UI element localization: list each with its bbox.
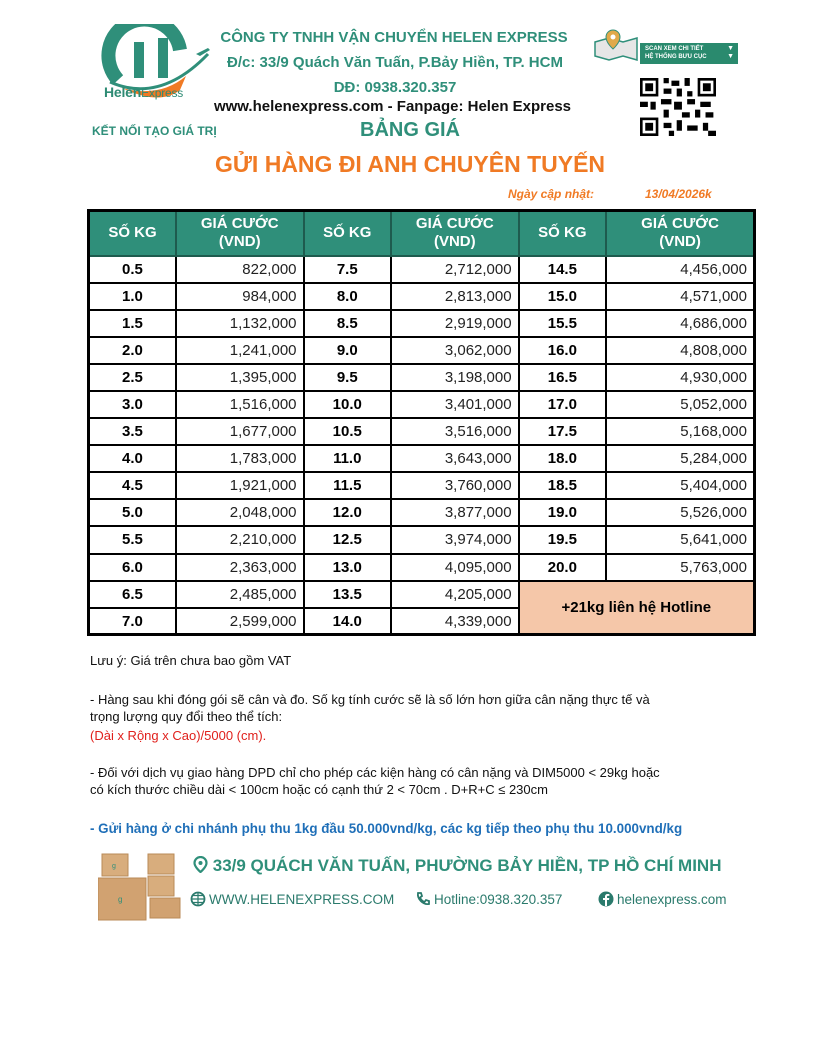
header-kg: SỐ KG [519, 211, 607, 256]
weight-cell: 19.0 [519, 499, 607, 526]
price-cell: 5,168,000 [606, 418, 754, 445]
weight-cell: 9.5 [304, 364, 392, 391]
price-cell: 1,783,000 [176, 445, 304, 472]
note-formula: (Dài x Rộng x Cao)/5000 (cm). [90, 728, 267, 743]
company-phone: DĐ: 0938.320.357 [333, 79, 457, 96]
phone-icon [415, 891, 431, 907]
price-cell: 3,760,000 [391, 472, 519, 499]
logo-text-suffix: Express [141, 86, 184, 100]
weight-cell: 12.0 [304, 499, 392, 526]
price-cell: 5,404,000 [606, 472, 754, 499]
weight-cell: 18.0 [519, 445, 607, 472]
svg-text:g: g [118, 895, 123, 904]
price-cell: 3,062,000 [391, 337, 519, 364]
update-label: Ngày cập nhật: [508, 187, 595, 201]
table-row [89, 256, 755, 283]
weight-cell: 14.0 [304, 608, 392, 635]
weight-cell: 2.5 [89, 364, 176, 391]
boxes-icon [98, 852, 184, 922]
weight-cell: 7.5 [304, 256, 392, 283]
weight-cell: 17.0 [519, 391, 607, 418]
footer-hotline-text[interactable]: Hotline:0938.320.357 [434, 891, 563, 907]
table-header-row [89, 211, 755, 256]
price-cell: 1,921,000 [176, 472, 304, 499]
note-weight-line2: trọng lượng quy đổi theo thể tích: [90, 709, 283, 724]
page-title: BẢNG GIÁ [360, 119, 460, 141]
price-cell: 1,395,000 [176, 364, 304, 391]
header-price-line2: (VND) [659, 233, 701, 251]
price-cell: 3,643,000 [391, 445, 519, 472]
price-cell: 4,686,000 [606, 310, 754, 337]
weight-cell: 8.5 [304, 310, 392, 337]
table-row [89, 310, 755, 337]
note-weight-line1: - Hàng sau khi đóng gói sẽ cân và đo. Số kg tính cước sẽ là số lớn hơn giữa cân nặng thực tế và [90, 692, 650, 707]
table-row [89, 283, 755, 310]
weight-cell: 6.0 [89, 554, 176, 581]
weight-cell: 4.0 [89, 445, 176, 472]
scan-banner-line1: SCAN XEM CHI TIẾT [645, 46, 704, 52]
weight-cell: 15.5 [519, 310, 607, 337]
slogan: KẾT NỐI TẠO GIÁ TRỊ [92, 124, 217, 138]
price-cell: 5,284,000 [606, 445, 754, 472]
price-cell: 3,974,000 [391, 526, 519, 553]
table-row [89, 499, 755, 526]
price-cell: 1,132,000 [176, 310, 304, 337]
note-dpd [90, 764, 760, 798]
footer-hotline[interactable] [415, 891, 562, 907]
map-pin-icon [193, 856, 213, 875]
weight-cell: 18.5 [519, 472, 607, 499]
weight-cell: 3.5 [89, 418, 176, 445]
scan-banner-line2: HỆ THỐNG BƯU CỤC [645, 54, 707, 60]
price-cell: 2,363,000 [176, 554, 304, 581]
price-cell: 2,048,000 [176, 499, 304, 526]
price-cell: 2,919,000 [391, 310, 519, 337]
price-cell: 2,813,000 [391, 283, 519, 310]
table-row [89, 391, 755, 418]
footer-facebook[interactable] [598, 891, 727, 907]
footer-address [193, 856, 722, 876]
price-cell: 2,712,000 [391, 256, 519, 283]
update-date: 13/04/2026k [645, 187, 712, 201]
price-cell: 984,000 [176, 283, 304, 310]
header-price-line2: (VND) [218, 233, 261, 251]
header-price-line1: GIÁ CƯỚC [641, 215, 719, 233]
price-cell: 3,516,000 [391, 418, 519, 445]
price-table [87, 209, 756, 636]
note-dpd-line1: - Đối với dịch vụ giao hàng DPD chỉ cho phép các kiện hàng có cân nặng và DIM5000 < 29kg hoặc [90, 765, 660, 780]
price-cell: 4,808,000 [606, 337, 754, 364]
price-cell: 2,210,000 [176, 526, 304, 553]
weight-cell: 5.5 [89, 526, 176, 553]
weight-cell: 6.5 [89, 581, 176, 608]
price-cell: 5,052,000 [606, 391, 754, 418]
weight-cell: 2.0 [89, 337, 176, 364]
weight-cell: 11.5 [304, 472, 392, 499]
price-cell: 4,571,000 [606, 283, 754, 310]
table-row [89, 364, 755, 391]
table-row [89, 337, 755, 364]
header-price [391, 211, 519, 256]
note-branch-surcharge: - Gửi hàng ở chi nhánh phụ thu 1kg đầu 50.000vnd/kg, các kg tiếp theo phụ thu 10.000vnd/kg [90, 821, 683, 836]
price-cell: 5,641,000 [606, 526, 754, 553]
price-cell: 4,205,000 [391, 581, 519, 608]
weight-cell: 10.0 [304, 391, 392, 418]
price-cell: 4,339,000 [391, 608, 519, 635]
price-cell: 1,241,000 [176, 337, 304, 364]
globe-icon [190, 891, 206, 907]
company-name: CÔNG TY TNHH VẬN CHUYỂN HELEN EXPRESS [220, 29, 568, 46]
price-cell: 3,401,000 [391, 391, 519, 418]
weight-cell: 0.5 [89, 256, 176, 283]
footer-website-text[interactable]: WWW.HELENEXPRESS.COM [209, 891, 395, 907]
header-price-line2: (VND) [433, 233, 476, 251]
weight-cell: 5.0 [89, 499, 176, 526]
logo-wordmark [104, 84, 183, 100]
price-cell: 3,877,000 [391, 499, 519, 526]
weight-cell: 10.5 [304, 418, 392, 445]
weight-cell: 14.5 [519, 256, 607, 283]
header-price [606, 211, 754, 256]
table-row [89, 418, 755, 445]
weight-cell: 1.5 [89, 310, 176, 337]
weight-cell: 13.5 [304, 581, 392, 608]
table-row [89, 445, 755, 472]
header-kg: SỐ KG [304, 211, 392, 256]
price-cell: 3,198,000 [391, 364, 519, 391]
note-vat: Lưu ý: Giá trên chưa bao gồm VAT [90, 653, 292, 668]
triangle-down-icon: ▼ [727, 53, 734, 60]
table-row [89, 526, 755, 553]
table-row [89, 554, 755, 581]
footer-website[interactable] [190, 891, 394, 907]
weight-cell: 7.0 [89, 608, 176, 635]
price-cell: 4,930,000 [606, 364, 754, 391]
weight-cell: 12.5 [304, 526, 392, 553]
facebook-icon [598, 891, 614, 907]
footer-address-text: 33/9 QUÁCH VĂN TUẤN, PHƯỜNG BẢY HIỀN, TP HỒ CHÍ MINH [212, 856, 722, 875]
header-price [176, 211, 304, 256]
weight-cell: 19.5 [519, 526, 607, 553]
price-cell: 1,677,000 [176, 418, 304, 445]
table-row [89, 472, 755, 499]
price-cell: 1,516,000 [176, 391, 304, 418]
weight-cell: 1.0 [89, 283, 176, 310]
price-cell: 5,763,000 [606, 554, 754, 581]
header-price-line1: GIÁ CƯỚC [200, 215, 279, 233]
price-cell: 4,095,000 [391, 554, 519, 581]
weight-cell: 17.5 [519, 418, 607, 445]
header-price-line1: GIÁ CƯỚC [415, 215, 494, 233]
company-address: Đ/c: 33/9 Quách Văn Tuấn, P.Bảy Hiền, TP. HCM [227, 54, 563, 71]
hotline-note-cell: +21kg liên hệ Hotline [519, 581, 755, 635]
logo-text: Helen [104, 84, 142, 100]
price-cell: 822,000 [176, 256, 304, 283]
price-cell: 2,485,000 [176, 581, 304, 608]
table-row [89, 581, 755, 608]
page-subtitle: GỬI HÀNG ĐI ANH CHUYÊN TUYẾN [214, 151, 606, 177]
weight-cell: 20.0 [519, 554, 607, 581]
weight-cell: 13.0 [304, 554, 392, 581]
weight-cell: 16.5 [519, 364, 607, 391]
triangle-down-icon: ▼ [727, 45, 734, 52]
scan-banner [640, 43, 738, 64]
footer-facebook-text[interactable]: helenexpress.com [617, 891, 727, 907]
weight-cell: 11.0 [304, 445, 392, 472]
note-weight [90, 691, 760, 725]
price-cell: 2,599,000 [176, 608, 304, 635]
price-cell: 4,456,000 [606, 256, 754, 283]
weight-cell: 8.0 [304, 283, 392, 310]
weight-cell: 9.0 [304, 337, 392, 364]
weight-cell: 15.0 [519, 283, 607, 310]
weight-cell: 3.0 [89, 391, 176, 418]
price-cell: 5,526,000 [606, 499, 754, 526]
website-fanpage: www.helenexpress.com - Fanpage: Helen Express [213, 98, 572, 115]
map-icon [593, 28, 645, 62]
weight-cell: 4.5 [89, 472, 176, 499]
weight-cell: 16.0 [519, 337, 607, 364]
note-dpd-line2: có kích thước chiều dài < 100cm hoặc có cạnh thứ 2 < 70cm . D+R+C ≤ 230cm [90, 782, 548, 797]
svg-text:g: g [112, 863, 116, 870]
qr-code-icon[interactable] [640, 78, 716, 136]
header-kg: SỐ KG [89, 211, 176, 256]
